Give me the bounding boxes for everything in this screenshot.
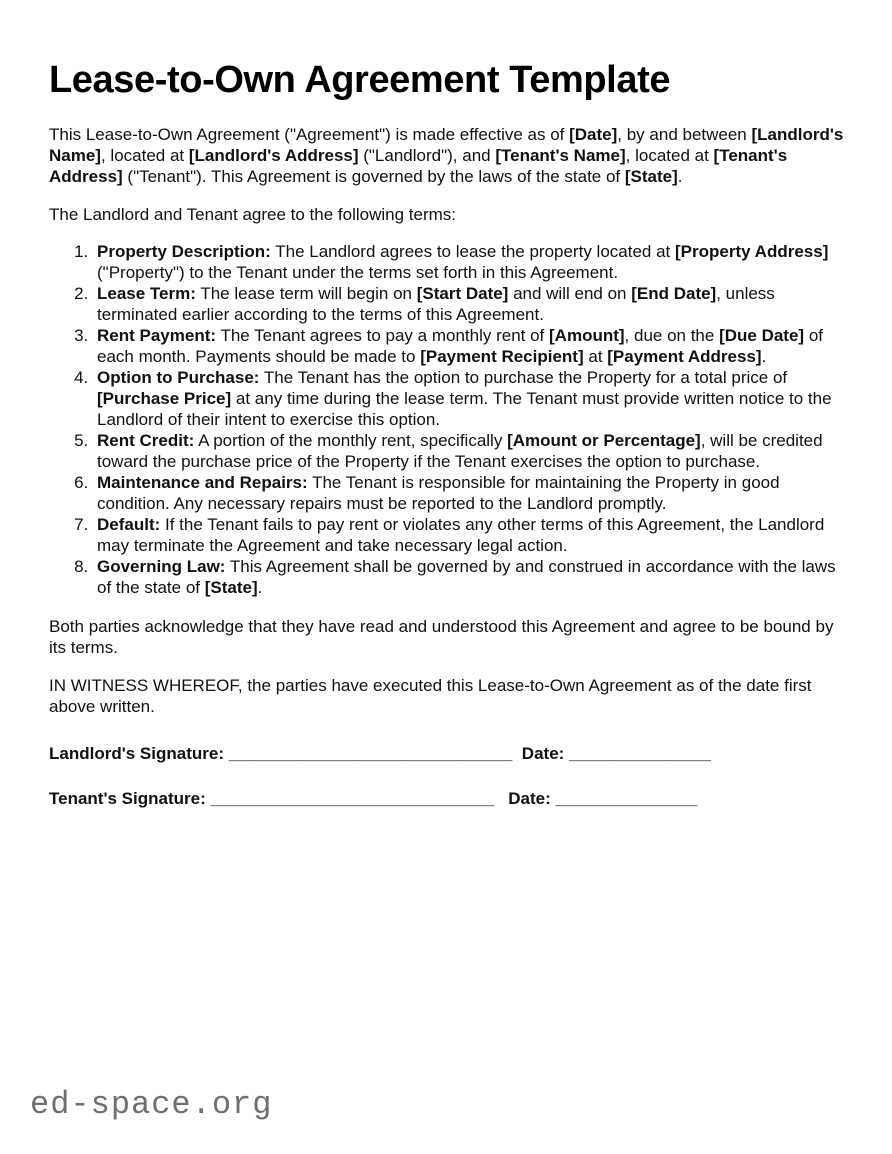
placeholder-state-governing: [State] bbox=[204, 578, 258, 597]
placeholder-purchase-price: [Purchase Price] bbox=[97, 389, 232, 408]
term-segment-1: The Tenant is responsible for maintaining the Property in good condition. Any necessary repairs must be reported to the Landlord promptly. bbox=[97, 473, 780, 513]
intro-segment-3: , located at bbox=[100, 146, 189, 165]
placeholder-end-date: [End Date] bbox=[631, 284, 717, 303]
term-heading: Option to Purchase: bbox=[97, 368, 260, 387]
list-item bbox=[93, 241, 846, 283]
term-heading: Lease Term: bbox=[97, 284, 196, 303]
intro-segment-7: . bbox=[677, 167, 683, 186]
term-segment-3: , unless terminated earlier according to the terms of this Agreement. bbox=[97, 284, 775, 324]
placeholder-payment-address: [Payment Address] bbox=[607, 347, 762, 366]
placeholder-state-intro: [State] bbox=[624, 167, 678, 186]
term-segment-2: and will end on bbox=[508, 284, 632, 303]
term-heading: Default: bbox=[97, 515, 161, 534]
placeholder-due-date: [Due Date] bbox=[719, 326, 805, 345]
document-content bbox=[49, 58, 846, 833]
witness-paragraph: IN WITNESS WHEREOF, the parties have executed this Lease-to-Own Agreement as of the date first above written. bbox=[49, 676, 812, 716]
term-heading: Property Description: bbox=[97, 242, 271, 261]
term-heading: Rent Credit: bbox=[97, 431, 195, 450]
terms-lead-in: The Landlord and Tenant agree to the following terms: bbox=[49, 205, 457, 224]
term-segment-1: The Tenant has the option to purchase the Property for a total price of bbox=[259, 368, 788, 387]
term-segment-1: The Landlord agrees to lease the property located at bbox=[270, 242, 675, 261]
list-item bbox=[93, 325, 846, 367]
term-segment-1: If the Tenant fails to pay rent or violates any other terms of this Agreement, the Landlord may terminate the Agreement and take necessary legal action. bbox=[97, 515, 825, 555]
intro-segment-6: ("Tenant"). This Agreement is governed by the laws of the state of bbox=[122, 167, 625, 186]
placeholder-payment-recipient: [Payment Recipient] bbox=[420, 347, 584, 366]
placeholder-property-address: [Property Address] bbox=[675, 242, 829, 261]
term-segment-2: , will be credited toward the purchase price of the Property if the Tenant exercises the option to purchase. bbox=[97, 431, 823, 471]
intro-segment-4: ("Landlord"), and bbox=[358, 146, 496, 165]
acknowledgement-paragraph: Both parties acknowledge that they have read and understood this Agreement and agree to be bound by its terms. bbox=[49, 617, 834, 657]
list-item bbox=[93, 430, 846, 472]
intro-segment-5: , located at bbox=[625, 146, 714, 165]
term-heading: Maintenance and Repairs: bbox=[97, 473, 308, 492]
list-item bbox=[93, 514, 846, 556]
term-segment-2: at any time during the lease term. The Tenant must provide written notice to the Landlord of their intent to exercise this option. bbox=[97, 389, 832, 429]
site-watermark: ed-space.org bbox=[30, 1086, 273, 1123]
term-segment-2: , due on the bbox=[624, 326, 720, 345]
placeholder-tenant-address: [Tenant's Address] bbox=[49, 146, 788, 186]
intro-segment-2: , by and between bbox=[617, 125, 752, 144]
term-segment-1: The Tenant agrees to pay a monthly rent of bbox=[216, 326, 550, 345]
term-segment-3: of each month. Payments should be made to bbox=[97, 326, 823, 366]
term-segment-1: This Agreement shall be governed by and construed in accordance with the laws of the state of bbox=[97, 557, 836, 597]
term-segment-2: . bbox=[257, 578, 263, 597]
term-segment-5: . bbox=[761, 347, 767, 366]
placeholder-landlord-name: [Landlord's Name] bbox=[49, 125, 844, 165]
placeholder-date: [Date] bbox=[569, 125, 618, 144]
list-item bbox=[93, 472, 846, 514]
placeholder-amount-or-percentage: [Amount or Percentage] bbox=[507, 431, 701, 450]
term-segment-4: at bbox=[583, 347, 608, 366]
intro-paragraph bbox=[49, 124, 846, 187]
page-title: Lease-to-Own Agreement Template bbox=[49, 59, 671, 101]
placeholder-start-date: [Start Date] bbox=[416, 284, 509, 303]
term-heading: Governing Law: bbox=[97, 557, 226, 576]
landlord-signature-line[interactable]: Landlord's Signature: ______________________________ Date: _______________ bbox=[49, 744, 711, 763]
list-item bbox=[93, 283, 846, 325]
term-segment-1: A portion of the monthly rent, specifically bbox=[194, 431, 508, 450]
placeholder-landlord-address: [Landlord's Address] bbox=[188, 146, 359, 165]
term-segment-1: The lease term will begin on bbox=[195, 284, 417, 303]
term-segment-2: ("Property") to the Tenant under the terms set forth in this Agreement. bbox=[97, 263, 619, 282]
list-item bbox=[93, 556, 846, 598]
term-heading: Rent Payment: bbox=[97, 326, 217, 345]
tenant-signature-line[interactable]: Tenant's Signature: ______________________________ Date: _______________ bbox=[49, 789, 698, 808]
terms-list bbox=[49, 241, 846, 598]
placeholder-amount: [Amount] bbox=[549, 326, 625, 345]
intro-segment-1: This Lease-to-Own Agreement ("Agreement") is made effective as of bbox=[49, 125, 570, 144]
list-item bbox=[93, 367, 846, 430]
placeholder-tenant-name: [Tenant's Name] bbox=[495, 146, 626, 165]
signature-block bbox=[49, 743, 846, 809]
